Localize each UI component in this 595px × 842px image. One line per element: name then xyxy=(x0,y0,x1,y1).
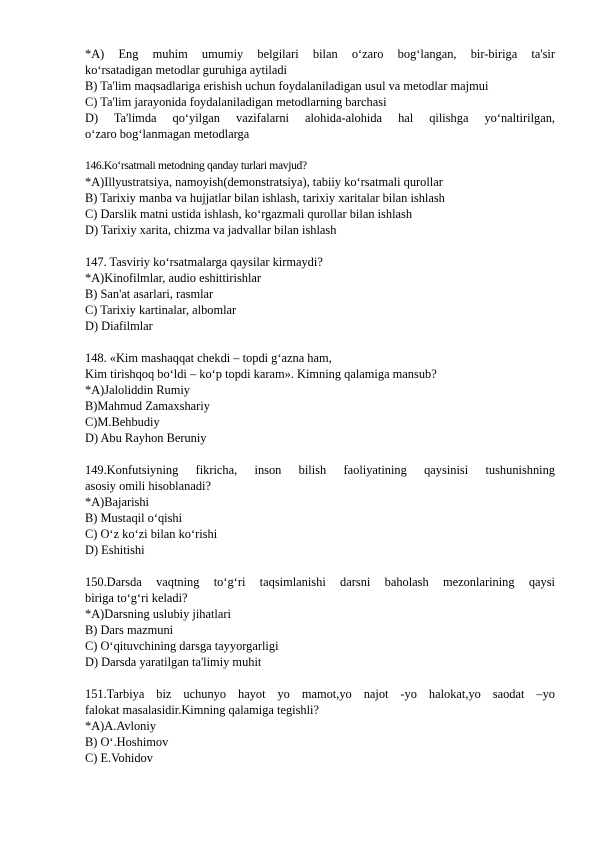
answer-option: C) E.Vohidov xyxy=(85,751,153,765)
question-block xyxy=(85,158,555,238)
block-spacer xyxy=(85,142,555,158)
answer-option: *A)Kinofilmlar, audio eshittirishlar xyxy=(85,271,262,285)
answer-option: C)M.Behbudiy xyxy=(85,415,160,429)
answer-option: D) Darsda yaratilgan ta'limiy muhit xyxy=(85,655,262,669)
question-text: *A) Eng muhim umumiy belgilari bilan o‘zaro bog‘langan, bir-biriga ta'sir xyxy=(85,47,555,61)
answer-option: C) Tarixiy kartinalar, albomlar xyxy=(85,303,237,317)
question-block xyxy=(85,350,555,446)
question-text: 150.Darsda vaqtning to‘g‘ri taqsimlanishi darsni baholash mezonlarining qaysi xyxy=(85,575,555,589)
answer-option: B) San'at asarlari, rasmlar xyxy=(85,287,214,301)
answer-option: *A)Bajarishi xyxy=(85,495,150,509)
document-page xyxy=(85,46,555,766)
answer-option: B) O‘.Hoshimov xyxy=(85,735,169,749)
answer-option: *A)Jaloliddin Rumiy xyxy=(85,383,190,397)
question-text: Kim tirishqoq bo‘ldi – ko‘p topdi karam». Kimning qalamiga mansub? xyxy=(85,367,437,381)
question-block xyxy=(85,574,555,670)
answer-option: C) Darslik matni ustida ishlash, ko‘rgazmali qurollar bilan ishlash xyxy=(85,207,413,221)
block-spacer xyxy=(85,558,555,574)
block-spacer xyxy=(85,446,555,462)
question-text: 146.Ko‘rsatmali metodning qanday turlari mavjud? xyxy=(85,159,307,172)
question-block xyxy=(85,686,555,766)
answer-option: D) Tarixiy xarita, chizma va jadvallar bilan ishlash xyxy=(85,223,337,237)
answer-option: B) Tarixiy manba va hujjatlar bilan ishlash, tarixiy xaritalar bilan ishlash xyxy=(85,191,445,205)
question-text: ko‘rsatadigan metodlar guruhiga aytiladi xyxy=(85,63,287,77)
block-spacer xyxy=(85,334,555,350)
question-block xyxy=(85,462,555,558)
answer-option: B) Mustaqil o‘qishi xyxy=(85,511,183,525)
answer-option: D) Ta'limda qo‘yilgan vazifalarni alohida-alohida hal qilishga yo‘naltirilgan, xyxy=(85,111,555,125)
answer-option: C) O‘qituvchining darsga tayyorgarligi xyxy=(85,639,279,653)
question-text: 147. Tasviriy ko‘rsatmalarga qaysilar kirmaydi? xyxy=(85,255,323,269)
answer-option: *A)Illyustratsiya, namoyish(demonstratsiya), tabiiy ko‘rsatmali qurollar xyxy=(85,175,443,189)
question-block xyxy=(85,46,555,142)
question-text: biriga to‘g‘ri keladi? xyxy=(85,591,188,605)
block-spacer xyxy=(85,670,555,686)
question-text: falokat masalasidir.Kimning qalamiga tegishli? xyxy=(85,703,319,717)
answer-option: B) Dars mazmuni xyxy=(85,623,174,637)
answer-option: *A)A.Avloniy xyxy=(85,719,157,733)
answer-option: B)Mahmud Zamaxshariy xyxy=(85,399,210,413)
answer-option: o‘zaro bog‘lanmagan metodlarga xyxy=(85,127,250,141)
answer-option: *A)Darsning uslubiy jihatlari xyxy=(85,607,231,621)
question-text: 148. «Kim mashaqqat chekdi – topdi g‘azna ham, xyxy=(85,351,332,365)
answer-option: D) Diafilmlar xyxy=(85,319,153,333)
answer-option: D) Eshitishi xyxy=(85,543,145,557)
answer-option: D) Abu Rayhon Beruniy xyxy=(85,431,207,445)
block-spacer xyxy=(85,238,555,254)
question-text: 149.Konfutsiyning fikricha, inson bilish faoliyatining qaysinisi tushunishning xyxy=(85,463,555,477)
answer-option: C) Ta'lim jarayonida foydalaniladigan metodlarning barchasi xyxy=(85,95,387,109)
question-block xyxy=(85,254,555,334)
answer-option: B) Ta'lim maqsadlariga erishish uchun foydalaniladigan usul va metodlar majmui xyxy=(85,79,489,93)
question-text: 151.Tarbiya biz uchunyo hayot yo mamot,yo najot -yo halokat,yo saodat –yo xyxy=(85,687,555,701)
answer-option: C) O‘z ko‘zi bilan ko‘rishi xyxy=(85,527,218,541)
question-text: asosiy omili hisoblanadi? xyxy=(85,479,211,493)
